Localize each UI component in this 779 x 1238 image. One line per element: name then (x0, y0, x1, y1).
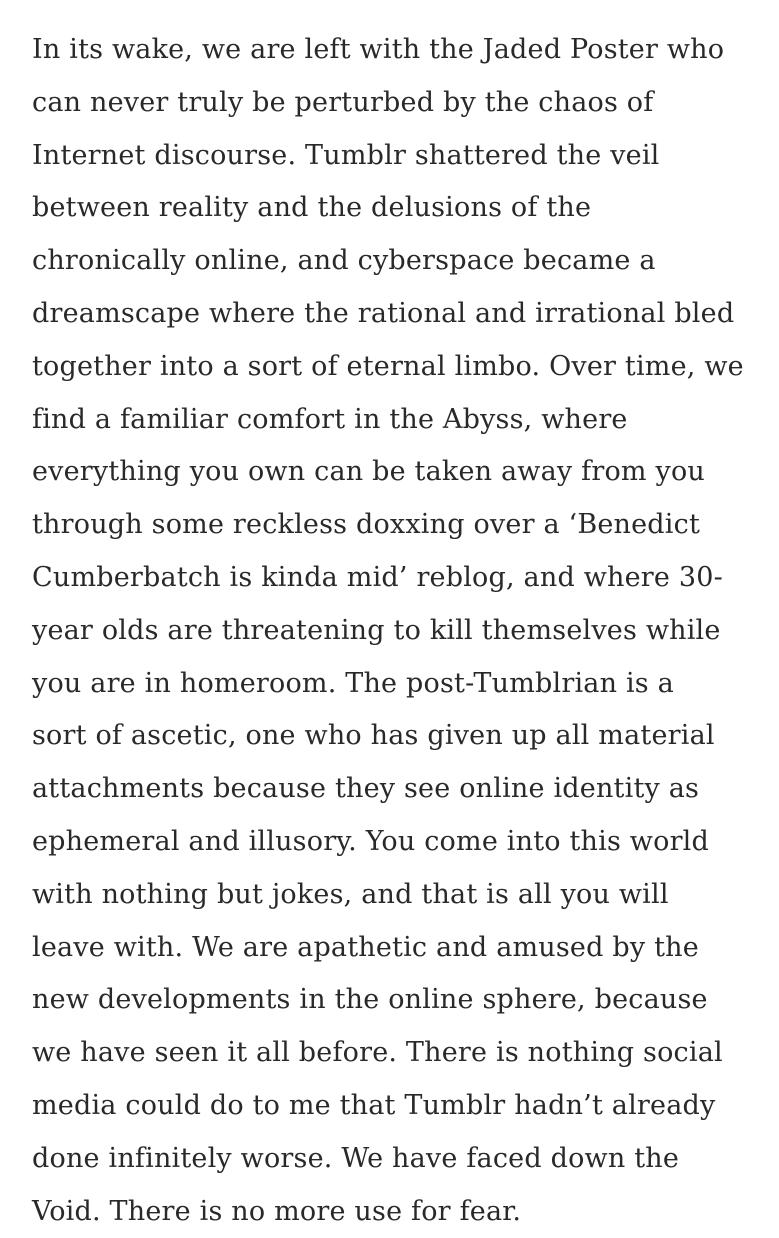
paragraph-line-22: done infinitely worse. We have faced down the (32, 1142, 680, 1174)
paragraph-line-9: everything you own can be taken away from you (32, 456, 705, 488)
paragraph-line-17: with nothing but jokes, and that is all you will (32, 878, 669, 910)
paragraph-line-23: Void. There is no more use for fear. (32, 1195, 522, 1227)
paragraph-line-2: can never truly be perturbed by the chaos of (32, 86, 654, 118)
paragraph-line-5: chronically online, and cyberspace became a (32, 245, 656, 277)
article-paragraph (32, 24, 759, 1238)
paragraph-line-8: find a familiar comfort in the Abyss, where (32, 403, 628, 435)
paragraph-line-4: between reality and the delusions of the (32, 192, 592, 224)
paragraph-line-6: dreamscape where the rational and irrational bled (32, 297, 735, 329)
paragraph-line-12: year olds are threatening to kill themselves while (32, 614, 721, 646)
paragraph-line-20: we have seen it all before. There is nothing social (32, 1037, 723, 1069)
paragraph-line-13: you are in homeroom. The post-Tumblrian is a (32, 667, 674, 699)
paragraph-line-15: attachments because they see online identity as (32, 773, 700, 805)
paragraph-line-19: new developments in the online sphere, because (32, 984, 708, 1016)
paragraph-line-1: In its wake, we are left with the Jaded Poster who (32, 34, 725, 65)
paragraph-line-3: Internet discourse. Tumblr shattered the veil (32, 139, 660, 171)
paragraph-line-18: leave with. We are apathetic and amused by the (32, 931, 699, 963)
paragraph-line-14: sort of ascetic, one who has given up all material (32, 720, 715, 752)
paragraph-line-21: media could do to me that Tumblr hadn’t already (32, 1089, 716, 1121)
paragraph-line-7: together into a sort of eternal limbo. Over time, we (32, 350, 744, 382)
paragraph-line-16: ephemeral and illusory. You come into this world (32, 825, 709, 857)
paragraph-line-11: Cumberbatch is kinda mid’ reblog, and where 30- (32, 561, 723, 593)
paragraph-line-10: through some reckless doxxing over a ‘Benedict (32, 509, 700, 541)
